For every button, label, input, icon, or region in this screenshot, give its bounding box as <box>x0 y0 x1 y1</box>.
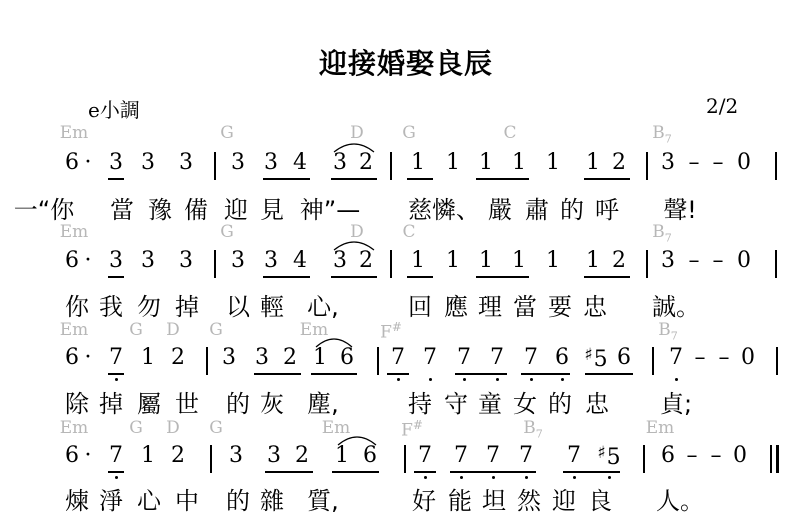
chord-symbol: F# <box>380 320 402 343</box>
jianpu-note: ♯5 <box>597 443 621 470</box>
jianpu-note: 2 <box>359 150 373 175</box>
chord-symbol: G <box>220 123 234 143</box>
jianpu-note: 7 <box>391 345 405 370</box>
lyric-syllable: 理 <box>478 293 502 321</box>
jianpu-note: 6 <box>65 248 79 273</box>
jianpu-note: 1 <box>446 248 460 273</box>
jianpu-note: 3 <box>141 248 155 273</box>
slur <box>316 339 352 347</box>
jianpu-note: 1 <box>546 248 560 273</box>
chord-symbol: $B_7$ <box>652 123 672 146</box>
chord-symbol: $B_7$ <box>523 418 543 441</box>
key-signature: e小調 <box>88 98 140 122</box>
jianpu-note: – <box>688 248 700 273</box>
lyric-syllable: 我 <box>99 293 123 321</box>
jianpu-note: 6 <box>65 150 79 175</box>
chord-symbol: G <box>129 320 143 340</box>
jianpu-note: · <box>84 150 92 175</box>
lyric-syllable: 豫 <box>148 196 172 224</box>
chord-symbol: G <box>129 418 143 438</box>
jianpu-note: 3 <box>333 150 347 175</box>
chord-symbol: G <box>402 123 416 143</box>
lyric-syllable: 的 <box>548 390 572 418</box>
jianpu-note: 0 <box>733 443 747 468</box>
chord-symbol: C <box>503 123 517 143</box>
jianpu-note: – <box>694 345 706 370</box>
jianpu-note: 7 <box>454 443 468 468</box>
jianpu-note: 2 <box>612 248 626 273</box>
jianpu-note: 6 <box>555 345 569 370</box>
jianpu-note: · <box>84 248 92 273</box>
chord-symbol: D <box>166 320 180 340</box>
chord-symbol: D <box>350 123 364 143</box>
jianpu-note: 6 <box>363 443 377 468</box>
lyric-syllable: 坦 <box>482 487 506 515</box>
lyric-syllable: 屬 <box>137 390 161 418</box>
lyric-syllable: 淨 <box>99 487 123 515</box>
jianpu-note: 4 <box>293 150 307 175</box>
jianpu-note: 3 <box>109 248 123 273</box>
chord-symbol: Em <box>299 320 329 340</box>
jianpu-note: – <box>712 248 724 273</box>
jianpu-note: 3 <box>333 248 347 273</box>
jianpu-note: 7 <box>490 345 504 370</box>
jianpu-note: – <box>710 443 722 468</box>
lyric-syllable: 備 <box>184 196 208 224</box>
jianpu-note: 3 <box>231 248 245 273</box>
jianpu-note: 2 <box>295 443 309 468</box>
slur <box>334 144 374 152</box>
jianpu-note: 1 <box>446 150 460 175</box>
chord-symbol: F# <box>401 418 423 441</box>
slur <box>334 242 374 250</box>
lyric-syllable: 忠 <box>585 390 609 418</box>
jianpu-note: 2 <box>171 443 185 468</box>
lyric-syllable: 當 <box>513 293 537 321</box>
chord-symbol: $B_7$ <box>652 222 672 245</box>
jianpu-note: 6 <box>65 345 79 370</box>
lyric-syllable: 掉 <box>99 390 123 418</box>
lyric-syllable: 世 <box>175 390 199 418</box>
lyric-syllable: 勿 <box>137 293 161 321</box>
jianpu-note: 1 <box>586 150 600 175</box>
lyric-syllable: 呼 <box>595 196 619 224</box>
lyric-syllable: 忠 <box>583 293 607 321</box>
chord-symbol: Em <box>59 418 89 438</box>
jianpu-note: 7 <box>524 345 538 370</box>
jianpu-note: 7 <box>567 443 581 468</box>
lyric-syllable: 然 <box>517 487 541 515</box>
jianpu-note: 7 <box>519 443 533 468</box>
lyric-syllable: 誠。 <box>652 293 700 321</box>
lyric-syllable: 心, <box>307 293 339 321</box>
lyric-syllable: 良 <box>588 487 612 515</box>
lyric-syllable: 迎 <box>552 487 576 515</box>
lyric-syllable: 聲! <box>663 196 697 224</box>
lyric-syllable: 好 <box>412 487 436 515</box>
lyric-syllable: 質, <box>307 487 339 515</box>
jianpu-note: 1 <box>141 345 155 370</box>
lyric-syllable: 以 <box>226 293 250 321</box>
chord-symbol: G <box>220 222 234 242</box>
jianpu-note: 3 <box>229 443 243 468</box>
lyric-syllable: 能 <box>448 487 472 515</box>
jianpu-note: 0 <box>741 345 755 370</box>
lyric-syllable: 守 <box>444 390 468 418</box>
jianpu-note: 3 <box>264 150 278 175</box>
lyric-syllable: 貞; <box>659 390 693 418</box>
chord-symbol: Em <box>321 418 351 438</box>
jianpu-note: 2 <box>612 150 626 175</box>
jianpu-note: 3 <box>264 248 278 273</box>
jianpu-note: 6 <box>617 345 631 370</box>
jianpu-note: 3 <box>267 443 281 468</box>
lyric-syllable: 人。 <box>656 487 704 515</box>
jianpu-note: 3 <box>661 150 675 175</box>
lyric-syllable: 女 <box>513 390 537 418</box>
jianpu-note: 0 <box>737 150 751 175</box>
jianpu-note: 7 <box>457 345 471 370</box>
jianpu-note: 1 <box>512 150 526 175</box>
lyric-syllable: 塵, <box>307 390 339 418</box>
jianpu-note: 3 <box>179 248 193 273</box>
lyric-syllable: 你 <box>65 293 89 321</box>
jianpu-note: 4 <box>293 248 307 273</box>
jianpu-note: 0 <box>737 248 751 273</box>
lyric-syllable: 的 <box>226 390 250 418</box>
jianpu-note: 6 <box>661 443 675 468</box>
lyric-syllable: 回 <box>408 293 432 321</box>
lyric-syllable: 慈 <box>408 196 432 224</box>
jianpu-note: 3 <box>109 150 123 175</box>
jianpu-note: – <box>718 345 730 370</box>
jianpu-note: 7 <box>669 345 683 370</box>
chord-symbol: Em <box>59 320 89 340</box>
jianpu-note: – <box>688 150 700 175</box>
lyric-syllable: 應 <box>444 293 468 321</box>
lyric-syllable: 當 <box>110 196 134 224</box>
jianpu-note: – <box>686 443 698 468</box>
lyric-syllable: 掉 <box>175 293 199 321</box>
jianpu-note: 1 <box>586 248 600 273</box>
lyric-syllable: 一“你 <box>13 196 75 224</box>
jianpu-note: 3 <box>255 345 269 370</box>
jianpu-note: 3 <box>231 150 245 175</box>
lyric-syllable: 持 <box>408 390 432 418</box>
lyric-syllable: 的 <box>226 487 250 515</box>
chord-symbol: D <box>350 222 364 242</box>
jianpu-note: 1 <box>313 345 327 370</box>
lyric-syllable: 除 <box>65 390 89 418</box>
jianpu-note: 1 <box>479 150 493 175</box>
jianpu-note: 7 <box>418 443 432 468</box>
lyric-syllable: 中 <box>175 487 199 515</box>
chord-symbol: G <box>209 320 223 340</box>
chord-symbol: $B_7$ <box>658 320 678 343</box>
lyric-syllable: 肅 <box>525 196 549 224</box>
jianpu-note: 7 <box>109 443 123 468</box>
jianpu-note: 3 <box>141 150 155 175</box>
chord-symbol: C <box>402 222 416 242</box>
lyric-syllable: 嚴 <box>488 196 512 224</box>
lyric-syllable: 煉 <box>65 487 89 515</box>
jianpu-note: 6 <box>65 443 79 468</box>
jianpu-note: 7 <box>423 345 437 370</box>
jianpu-note: 1 <box>335 443 349 468</box>
chord-symbol: Em <box>59 123 89 143</box>
lyric-syllable: 輕 <box>260 293 284 321</box>
lyric-syllable: 要 <box>548 293 572 321</box>
jianpu-note: 7 <box>486 443 500 468</box>
jianpu-note: 1 <box>546 150 560 175</box>
jianpu-note: 1 <box>141 443 155 468</box>
jianpu-note: 2 <box>359 248 373 273</box>
time-signature: 2/2 <box>706 94 739 118</box>
slur <box>338 437 376 445</box>
jianpu-note: 3 <box>179 150 193 175</box>
jianpu-note: 1 <box>411 150 425 175</box>
jianpu-note: · <box>84 443 92 468</box>
lyric-syllable: 憐、 <box>432 196 480 224</box>
lyric-syllable: 灰 <box>260 390 284 418</box>
jianpu-note: · <box>84 345 92 370</box>
jianpu-note: 6 <box>340 345 354 370</box>
jianpu-note: 2 <box>171 345 185 370</box>
jianpu-note: 1 <box>479 248 493 273</box>
lyric-syllable: 心 <box>137 487 161 515</box>
lyric-syllable: 迎 <box>224 196 248 224</box>
lyric-syllable: 神”— <box>299 196 361 224</box>
jianpu-note: 1 <box>512 248 526 273</box>
jianpu-note: 3 <box>222 345 236 370</box>
jianpu-note: 7 <box>109 345 123 370</box>
chord-symbol: Em <box>59 222 89 242</box>
lyric-syllable: 雜 <box>260 487 284 515</box>
song-title: 迎接婚娶良辰 <box>318 47 493 80</box>
lyric-syllable: 的 <box>560 196 584 224</box>
lyric-syllable: 見 <box>260 196 284 224</box>
jianpu-note: 2 <box>283 345 297 370</box>
chord-symbol: Em <box>645 418 675 438</box>
chord-symbol: D <box>166 418 180 438</box>
jianpu-note: – <box>712 150 724 175</box>
jianpu-note: 3 <box>661 248 675 273</box>
chord-symbol: G <box>209 418 223 438</box>
lyric-syllable: 童 <box>478 390 502 418</box>
jianpu-note: ♯5 <box>584 345 608 372</box>
jianpu-note: 1 <box>411 248 425 273</box>
